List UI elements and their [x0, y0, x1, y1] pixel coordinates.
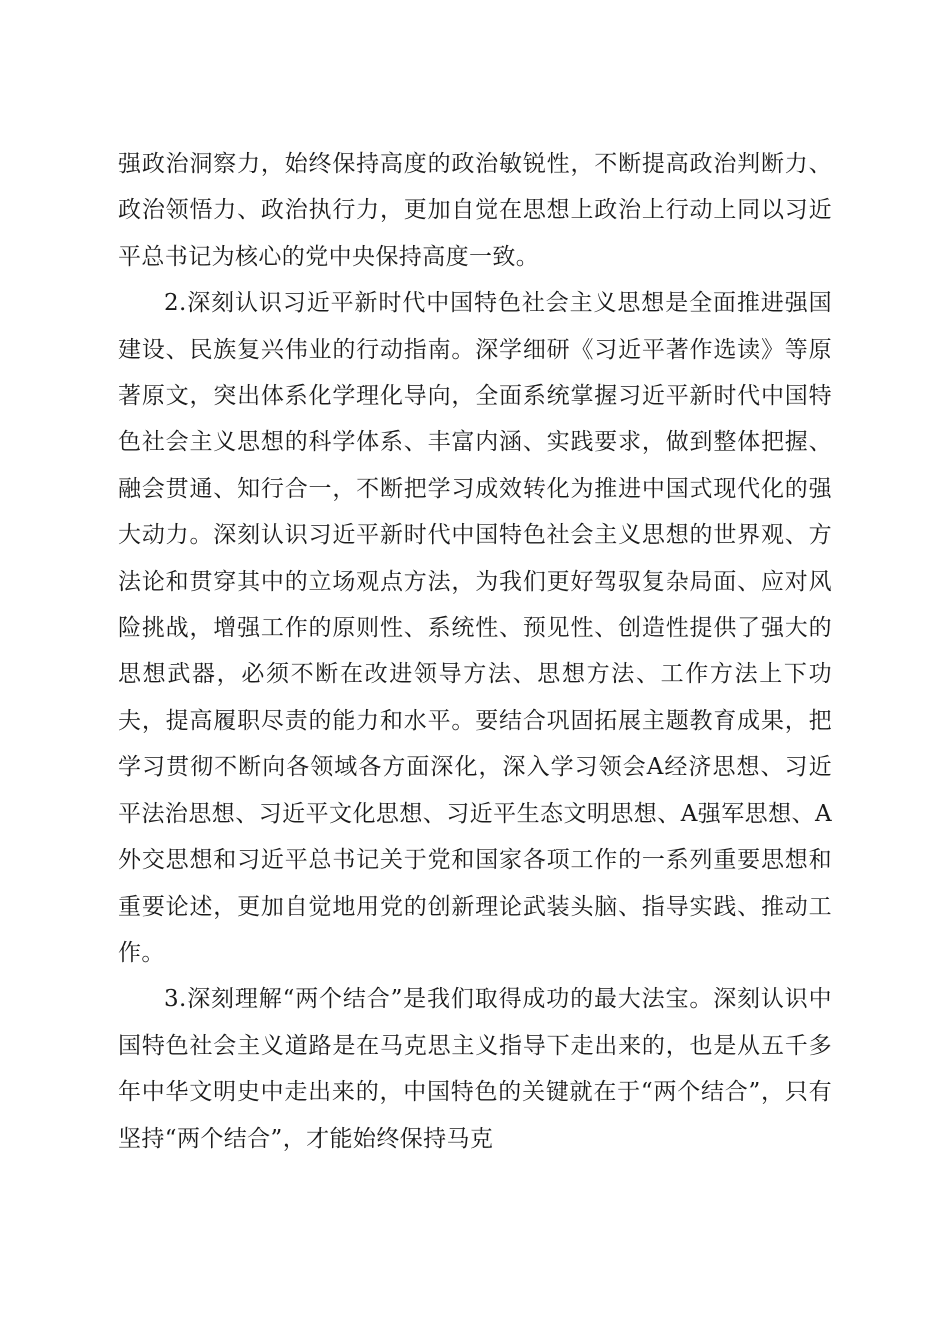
paragraph-item-3: 3.深刻理解“两个结合”是我们取得成功的最大法宝。深刻认识中国特色社会主义道路是在马克思主义指导下走出来的，也是从五千多年中华文明史中走出来的，中国特色的关键就在于“两个结合”，只有坚持“两个结合”，才能始终保持马克 — [118, 986, 832, 1152]
paragraph-item-2: 2.深刻认识习近平新时代中国特色社会主义思想是全面推进强国建设、民族复兴伟业的行动指南。深学细研《习近平著作选读》等原著原文，突出体系化学理化导向，全面系统掌握习近平新时代中国特色社会主义思想的科学体系、丰富内涵、实践要求，做到整体把握、融会贯通、知行合一，不断把学习成效转化为推进中国式现代化的强大动力。深刻认识习近平新时代中国特色社会主义思想的世界观、方法论和贯穿其中的立场观点方法，为我们更好驾驭复杂局面、应对风险挑战，增强工作的原则性、系统性、预见性、创造性提供了强大的思想武器，必须不断在改进领导方法、思想方法、工作方法上下功夫，提高履职尽责的能力和水平。要结合巩固拓展主题教育成果，把学习贯彻不断向各领域各方面深化，深入学习领会A经济思想、习近平法治思想、习近平文化思想、习近平生态文明思想、A强军思想、A外交思想和习近平总书记关于党和国家各项工作的一系列重要思想和重要论述，更加自觉地用党的创新理论武装头脑、指导实践、推动工作。 — [118, 290, 832, 966]
document-body — [118, 141, 832, 1162]
paragraph-continuation: 强政治洞察力，始终保持高度的政治敏锐性，不断提高政治判断力、政治领悟力、政治执行力，更加自觉在思想上政治上行动上同以习近平总书记为核心的党中央保持高度一致。 — [118, 151, 832, 270]
